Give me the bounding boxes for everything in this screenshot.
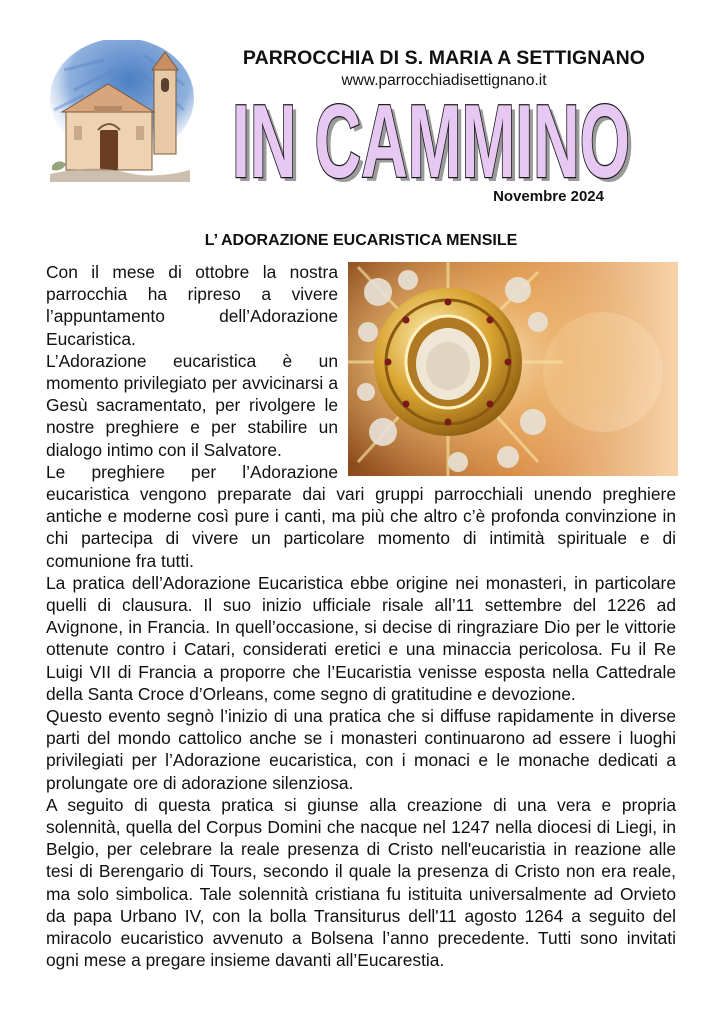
article-paragraph: A seguito di questa pratica si giunse alla creazione di una vera e propria solennità, quella del Corpus Domini che nacque nel 1247 nella diocesi di Liegi, in Belgio, per celebrare la reale presenza di Cristo nell'eucaristia in reazione alle tesi di Berengario di Tours, secondo il quale la presenza di Cristo non era reale, ma solo simbolica. Tale solennità cristiana fu istituita universalmente ad Orvieto da papa Urbano IV, con la bolla Transiturus dell'11 agosto 1264 a seguito del miracolo eucaristico avvenuto a Bolsena l’anno precedente. Tutti sono invitati ogni mese a pregare insieme davanti all’Eucarestia.: [46, 794, 676, 971]
church-illustration: [44, 40, 194, 182]
masthead-title: IN CAMMINO: [232, 84, 630, 200]
article-paragraph: La pratica dell’Adorazione Eucaristica ebbe origine nei monasteri, in particolare quelli di clausura. Il suo inizio ufficiale risale all’11 settembre del 1226 ad Avignone, in Francia. In quell’occasione, si decise di ringraziare Dio per le vittorie ottenute contro i Catari, considerati eretici e una minaccia pericolosa. Fu il Re Luigi VII di Francia a proporre che l’Eucaristia venisse esposta nella Cattedrale della Santa Croce d’Orleans, come segno di gratitudine e devozione.: [46, 572, 676, 704]
article-paragraph: L’Adorazione eucaristica è un momento privilegiato per avvicinarsi a Gesù sacramentato, per rivolgere le nostre preghiere e per stabilire un dialogo intimo con il Salvatore.: [46, 350, 338, 460]
article-paragraph: Questo evento segnò l’inizio di una pratica che si diffuse rapidamente in diverse parti del mondo cattolico anche se i monasteri continuarono ad essere i luoghi privilegiati per l’Adorazione eucaristica, con i monaci e le monache dedicati a prolungate ore di adorazione silenziosa.: [46, 706, 676, 793]
parish-website: www.parrocchiadisettignano.it: [341, 72, 547, 89]
article-paragraph: Le preghiere per l’Adorazione eucaristica vengono preparate dai vari gruppi parrocchiali unendo preghiere antiche e moderne così pure i canti, ma più che altro c’è profonda convinzione in chi partecipa di vivere un particolare momento di intimità spirituale e di comunione fra tutti.: [46, 461, 676, 571]
monstrance-photo: [348, 262, 678, 476]
article-body: [46, 261, 676, 972]
article-title: L’ ADORAZIONE EUCARISTICA MENSILE: [204, 232, 518, 249]
issue-date: Novembre 2024: [493, 188, 604, 205]
parish-name: PARROCCHIA DI S. MARIA A SETTIGNANO: [242, 47, 646, 69]
article-paragraph: Con il mese di ottobre la nostra parrocchia ha ripreso a vivere l’appuntamento dell’Adorazione Eucaristica.: [46, 262, 338, 349]
svg-text:IN CAMMINO: IN CAMMINO: [236, 88, 634, 204]
